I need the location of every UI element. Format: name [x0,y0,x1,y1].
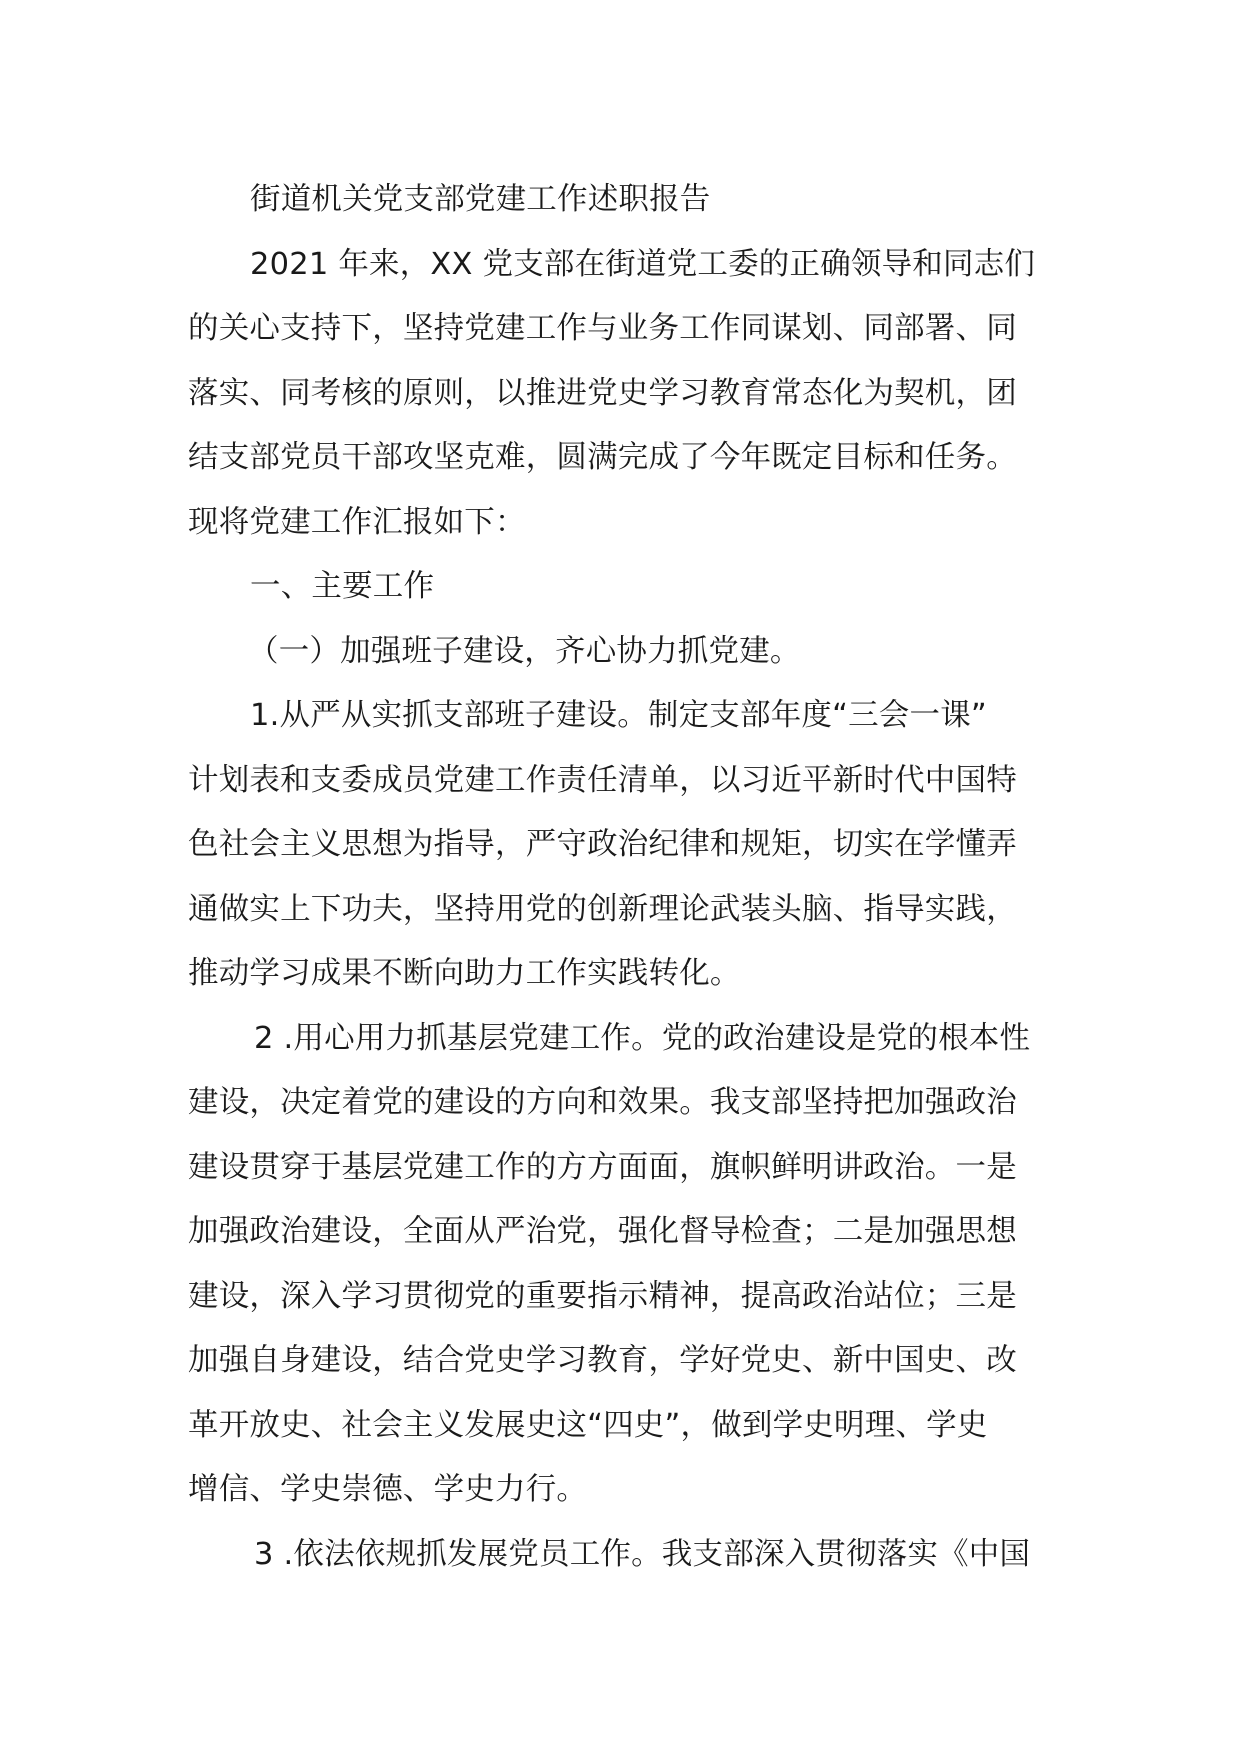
paragraph-line: 色社会主义思想为指导，严守政治纪律和规矩，切实在学懂弄 [188,827,1017,862]
paragraph-line: 建设，深入学习贯彻党的重要指示精神，提高政治站位；三是 [188,1278,1017,1314]
document-page [188,168,1060,1587]
paragraph-line: 现将党建工作汇报如下： [188,504,526,540]
paragraph-line: 增信、学史崇德、学史力行。 [188,1472,588,1507]
paragraph-line: 加强政治建设，全面从严治党，强化督导检查；二是加强思想 [188,1214,1017,1249]
paragraph-line: 加强自身建设，结合党史学习教育，学好党史、新中国史、改 [188,1343,1017,1378]
paragraph-line: 3 .依法依规抓发展党员工作。我支部深入贯彻落实《中国 [254,1536,1031,1572]
paragraph-line: 计划表和支委成员党建工作责任清单，以习近平新时代中国特 [188,762,1017,798]
paragraph-line: 2 .用心用力抓基层党建工作。党的政治建设是党的根本性 [254,1020,1031,1056]
paragraph-line: 的关心支持下，坚持党建工作与业务工作同谋划、同部署、同 [188,311,1017,346]
paragraph-line: 落实、同考核的原则，以推进党史学习教育常态化为契机，团 [188,375,1017,411]
paragraph-line: 结支部党员干部攻坚克难，圆满完成了今年既定目标和任务。 [188,440,1017,475]
subsection-heading: （一）加强班子建设，齐心协力抓党建。 [248,633,801,669]
document-title: 街道机关党支部党建工作述职报告 [250,182,711,217]
paragraph-line: 通做实上下功夫，坚持用党的创新理论武装头脑、指导实践， [188,891,1017,927]
paragraph-line: 革开放史、社会主义发展史这“四史”，做到学史明理、学史 [188,1407,988,1443]
paragraph-line: 建设贯穿于基层党建工作的方方面面，旗帜鲜明讲政治。一是 [188,1149,1017,1185]
paragraph-line: 1.从严从实抓支部班子建设。制定支部年度“三会一课” [250,698,987,733]
section-heading: 一、主要工作 [250,569,435,604]
paragraph-line: 建设，决定着党的建设的方向和效果。我支部坚持把加强政治 [188,1085,1017,1120]
paragraph-line: 2021 年来，XX 党支部在街道党工委的正确领导和同志们 [250,246,1036,282]
paragraph-line: 推动学习成果不断向助力工作实践转化。 [188,956,741,991]
